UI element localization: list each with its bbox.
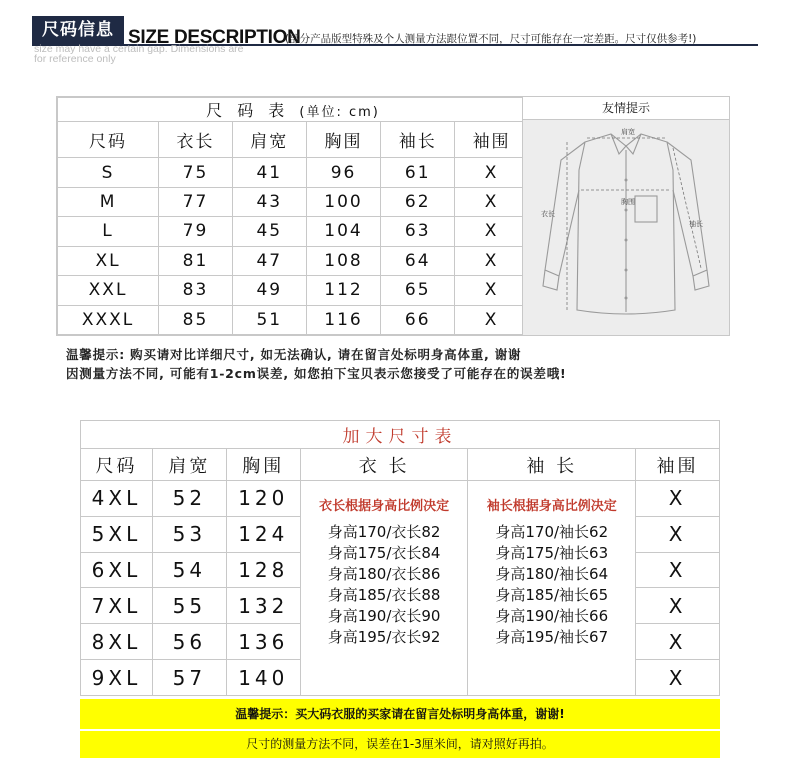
table-cell: 75 [159, 158, 233, 187]
sleeve-line: 身高185/袖长65 [495, 586, 609, 604]
sleeve-note: 袖长根据身高比例决定 [486, 499, 617, 514]
header-cell: 袖 长 [468, 449, 636, 481]
label-chest: 胸围 [621, 198, 635, 206]
table-cell: 47 [232, 246, 306, 275]
table-row [58, 276, 529, 305]
table-cell: X [455, 158, 529, 187]
table-cell: 96 [306, 158, 381, 187]
table-cell: XXL [58, 276, 159, 305]
table-cell: X [636, 552, 720, 588]
table-cell: 7XL [81, 588, 153, 624]
plus-size-table [80, 420, 720, 696]
table-cell: 81 [159, 246, 233, 275]
table-cell: 136 [226, 624, 300, 660]
table-cell: 65 [381, 276, 455, 305]
sleeve-line: 身高170/袖长62 [495, 523, 609, 541]
table-cell: 41 [232, 158, 306, 187]
table-cell: X [455, 305, 529, 334]
length-line: 身高185/衣长88 [327, 586, 441, 604]
table-cell: 64 [381, 246, 455, 275]
table-cell: 104 [306, 217, 381, 246]
table-cell: 45 [232, 217, 306, 246]
size-table [56, 96, 530, 336]
plus-size-table-caption: 加大尺寸表 [81, 421, 720, 449]
table-cell: 4XL [81, 481, 153, 517]
table-cell: 66 [381, 305, 455, 334]
table-row [58, 305, 529, 334]
table-cell: 62 [381, 187, 455, 216]
diagram-title: 友情提示 [523, 97, 729, 120]
table-cell: X [636, 516, 720, 552]
table-cell: 120 [226, 481, 300, 517]
table-cell: 51 [232, 305, 306, 334]
section-badge: 尺码信息 [32, 16, 124, 45]
table-cell: X [455, 276, 529, 305]
table-cell: 55 [152, 588, 226, 624]
table-cell: 9XL [81, 660, 153, 696]
table-cell: X [636, 481, 720, 517]
sleeve-by-height-cell [468, 481, 636, 696]
measurement-diagram [522, 96, 730, 336]
table-cell: 49 [232, 276, 306, 305]
table-cell: 52 [152, 481, 226, 517]
table-cell: 57 [152, 660, 226, 696]
header-cell: 尺码 [58, 122, 159, 158]
warm-tip-line2: 因测量方法不同, 可能有1-2cm误差, 如您拍下宝贝表示您接受了可能存在的误差哦! [66, 366, 567, 381]
label-sleeve: 袖长 [689, 220, 703, 228]
table-cell: 112 [306, 276, 381, 305]
header-cell: 胸围 [226, 449, 300, 481]
length-line: 身高190/衣长90 [327, 607, 441, 625]
table-cell: 83 [159, 276, 233, 305]
table-row [81, 481, 720, 517]
english-note-line1: size may have a certain gap. Dimensions are [34, 43, 244, 55]
english-note-line2: for reference only [34, 53, 116, 65]
table-cell: 6XL [81, 552, 153, 588]
header-cell: 肩宽 [232, 122, 306, 158]
size-table-header-row [58, 122, 529, 158]
header-cell: 衣 长 [300, 449, 468, 481]
table-cell: 43 [232, 187, 306, 216]
header-cell: 尺码 [81, 449, 153, 481]
table-cell: 132 [226, 588, 300, 624]
length-line: 身高175/衣长84 [327, 544, 441, 562]
label-shoulder: 肩宽 [621, 128, 635, 136]
header-cell: 肩宽 [152, 449, 226, 481]
table-cell: 77 [159, 187, 233, 216]
shirt-icon [523, 120, 729, 335]
shirt-diagram-image [523, 120, 729, 335]
header-cell: 袖长 [381, 122, 455, 158]
table-cell: 56 [152, 624, 226, 660]
table-cell: XXXL [58, 305, 159, 334]
table-cell: 128 [226, 552, 300, 588]
length-line: 身高180/衣长86 [327, 565, 441, 583]
header-cell: 袖围 [455, 122, 529, 158]
length-line: 身高195/衣长92 [327, 628, 441, 646]
size-table-unit: (单位: cm) [299, 105, 380, 120]
table-cell: 63 [381, 217, 455, 246]
table-row [58, 187, 529, 216]
sleeve-line: 身高195/袖长67 [495, 628, 609, 646]
sleeve-line: 身高190/袖长66 [495, 607, 609, 625]
table-cell: 100 [306, 187, 381, 216]
table-cell: S [58, 158, 159, 187]
table-cell: 116 [306, 305, 381, 334]
table-cell: 79 [159, 217, 233, 246]
table-cell: X [455, 246, 529, 275]
table-row [58, 246, 529, 275]
page-title: SIZE DESCRIPTION [128, 27, 301, 48]
table-cell: 140 [226, 660, 300, 696]
plus-size-header-row [81, 449, 720, 481]
table-cell: L [58, 217, 159, 246]
table-cell: X [455, 217, 529, 246]
header-cell: 袖围 [636, 449, 720, 481]
header-cell: 衣长 [159, 122, 233, 158]
table-cell: 5XL [81, 516, 153, 552]
notice-bar-primary: 温馨提示：买大码衣服的买家请在留言处标明身高体重，谢谢! [80, 699, 720, 729]
table-cell: X [636, 624, 720, 660]
sleeve-line: 身高175/袖长63 [495, 544, 609, 562]
table-cell: M [58, 187, 159, 216]
table-cell: X [636, 660, 720, 696]
table-cell: 124 [226, 516, 300, 552]
length-by-height-cell [300, 481, 468, 696]
table-cell: 108 [306, 246, 381, 275]
header-note: (部分产品版型特殊及个人测量方法跟位置不同，尺寸可能存在一定差距。尺寸仅供参考!) [285, 33, 697, 45]
table-cell: 54 [152, 552, 226, 588]
table-row [58, 217, 529, 246]
length-note: 衣长根据身高比例决定 [319, 499, 450, 514]
label-length: 衣长 [541, 210, 555, 218]
table-cell: 53 [152, 516, 226, 552]
table-cell: 61 [381, 158, 455, 187]
size-table-caption-title: 尺 码 表 [206, 101, 290, 120]
sleeve-line: 身高180/袖长64 [495, 565, 609, 583]
warm-tip-line1: 温馨提示: 购买请对比详细尺寸, 如无法确认, 请在留言处标明身高体重, 谢谢 [66, 347, 522, 362]
warm-tip [66, 345, 567, 383]
table-cell: X [455, 187, 529, 216]
table-cell: X [636, 588, 720, 624]
table-cell: 85 [159, 305, 233, 334]
notice-bar-secondary: 尺寸的测量方法不同，误差在1-3厘米间，请对照好再拍。 [80, 731, 720, 758]
table-row [58, 158, 529, 187]
size-table-caption [58, 98, 529, 122]
table-cell: XL [58, 246, 159, 275]
header-cell: 胸围 [306, 122, 381, 158]
length-line: 身高170/衣长82 [327, 523, 441, 541]
header-english-note [34, 44, 244, 64]
table-cell: 8XL [81, 624, 153, 660]
